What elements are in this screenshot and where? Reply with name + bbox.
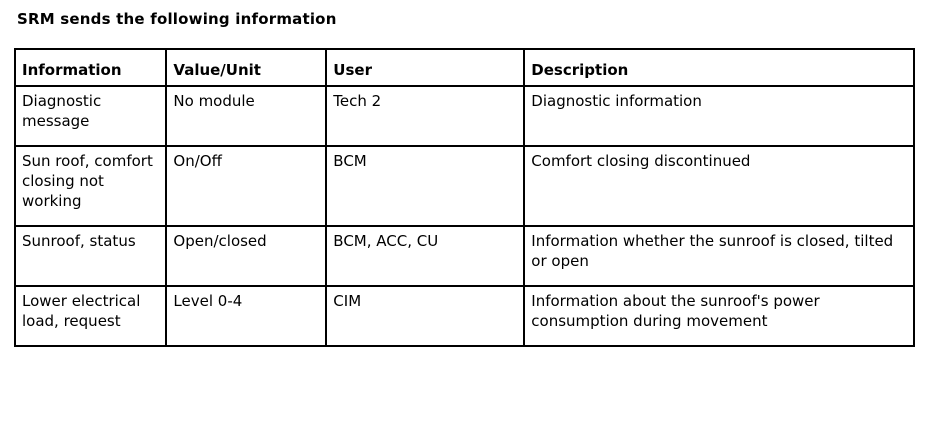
table-row: [15, 146, 914, 226]
cell-user: BCM, ACC, CU: [326, 226, 524, 286]
cell-information: Diagnostic message: [15, 86, 166, 146]
table-row: [15, 226, 914, 286]
cell-information: Sun roof, comfort closing not working: [15, 146, 166, 226]
cell-user: Tech 2: [326, 86, 524, 146]
cell-information: Lower electrical load, request: [15, 286, 166, 346]
cell-value-unit: Level 0-4: [166, 286, 326, 346]
header-value-unit: Value/Unit: [166, 49, 326, 86]
table-row: [15, 286, 914, 346]
cell-value-unit: On/Off: [166, 146, 326, 226]
table-row: [15, 86, 914, 146]
header-description: Description: [524, 49, 914, 86]
cell-user: BCM: [326, 146, 524, 226]
table-header-row: [15, 49, 914, 86]
cell-description: Information about the sunroof's power consumption during movement: [524, 286, 914, 346]
page-title: SRM sends the following information: [17, 10, 337, 28]
cell-user: CIM: [326, 286, 524, 346]
cell-information: Sunroof, status: [15, 226, 166, 286]
cell-value-unit: Open/closed: [166, 226, 326, 286]
header-user: User: [326, 49, 524, 86]
cell-value-unit: No module: [166, 86, 326, 146]
cell-description: Information whether the sunroof is closed, tilted or open: [524, 226, 914, 286]
information-table: [14, 48, 915, 347]
header-information: Information: [15, 49, 166, 86]
cell-description: Comfort closing discontinued: [524, 146, 914, 226]
cell-description: Diagnostic information: [524, 86, 914, 146]
